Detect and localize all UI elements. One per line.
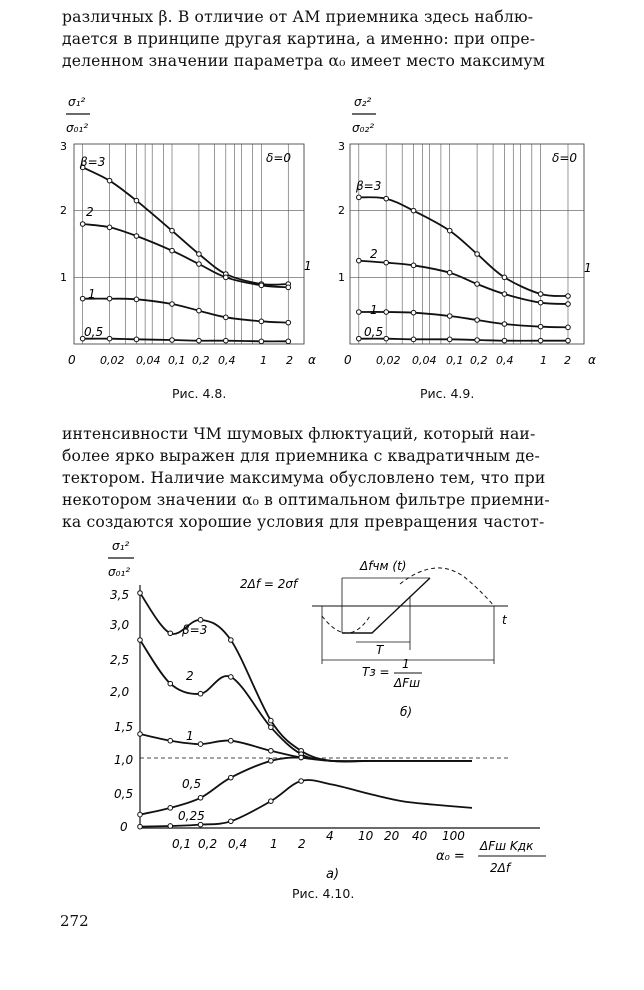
data-point xyxy=(566,302,571,307)
data-point xyxy=(198,618,203,623)
data-point xyxy=(134,234,139,239)
inset-fcm-label: Δfчм (t) xyxy=(360,559,407,573)
curve-series-1 xyxy=(359,261,568,304)
data-point xyxy=(168,631,173,636)
data-point xyxy=(475,338,480,343)
curve-label-beta3: β=3 xyxy=(80,155,106,169)
right-label: 1 xyxy=(304,259,312,273)
grid-verticals xyxy=(359,144,584,344)
data-point xyxy=(538,292,543,297)
data-point xyxy=(259,339,264,344)
y-label-num: σ₂² xyxy=(354,95,372,109)
data-point xyxy=(170,228,175,233)
data-point xyxy=(134,198,139,203)
data-point xyxy=(566,338,571,343)
text-line: более ярко выражен для приемника с квадратичным де- xyxy=(62,447,540,465)
curve-series-2 xyxy=(359,312,568,327)
data-point xyxy=(138,732,143,737)
y-tick: 1,5 xyxy=(114,720,134,734)
curve-label-beta1: 1 xyxy=(88,287,96,301)
x-tick: 0,1 xyxy=(172,837,192,851)
data-point xyxy=(299,779,304,784)
data-point xyxy=(197,262,202,267)
data-point xyxy=(269,748,274,753)
x-axis-label: α xyxy=(308,353,316,367)
data-point xyxy=(269,759,274,764)
data-point xyxy=(134,297,139,302)
text-line: ка создаются хорошие условия для превращения частот- xyxy=(62,513,545,531)
inset-amp-label: 2Δf = 2σf xyxy=(240,577,298,591)
curve-label-beta1: 1 xyxy=(186,729,194,743)
x-tick: 0,02 xyxy=(100,354,125,367)
curve-label-beta3: β=3 xyxy=(182,623,208,637)
x-tick: 0,1 xyxy=(446,354,464,367)
data-point xyxy=(502,292,507,297)
grid-horizontals xyxy=(74,211,304,278)
data-point xyxy=(229,638,234,643)
data-point xyxy=(198,822,203,827)
text-line: некотором значении α₀ в оптимальном фильтре приемни- xyxy=(62,491,550,509)
x-tick: 0,04 xyxy=(412,354,437,367)
data-point xyxy=(475,252,480,257)
x-tick: 1 xyxy=(270,837,278,851)
figure-4-10 xyxy=(100,530,580,910)
inset-diagram xyxy=(240,559,508,719)
curve-label-beta05: 0,5 xyxy=(84,325,104,339)
data-point xyxy=(269,799,274,804)
text-line: тектором. Наличие максимума обусловлено тем, что при xyxy=(62,469,546,487)
y-label-num: σ₁² xyxy=(68,95,86,109)
x-ticks xyxy=(172,829,465,851)
data-point xyxy=(197,252,202,257)
x-formula-lhs: α₀ = xyxy=(436,849,465,864)
data-point xyxy=(286,339,291,344)
curve-label-beta05: 0,5 xyxy=(364,325,384,339)
curve-label-beta1: 1 xyxy=(370,303,378,317)
x-formula-num: ΔFш Kдк xyxy=(480,839,534,853)
text-line: различных β. В отличие от АМ приемника здесь наблю- xyxy=(62,8,534,26)
x-tick: 2 xyxy=(564,354,571,367)
data-point xyxy=(229,819,234,824)
data-point xyxy=(138,591,143,596)
x-tick: 10 xyxy=(358,829,374,843)
inset-Ts-den: ΔFш xyxy=(394,676,421,690)
x-tick: 1 xyxy=(260,354,267,367)
plot-frame xyxy=(74,144,304,344)
y-tick: 1,0 xyxy=(114,753,134,767)
x-tick: 20 xyxy=(384,829,400,843)
inset-T-label: T xyxy=(376,643,384,657)
data-point xyxy=(170,338,175,343)
data-point xyxy=(411,337,416,342)
data-point xyxy=(170,302,175,307)
data-point xyxy=(475,282,480,287)
x-tick: 1 xyxy=(540,354,547,367)
inset-Ts-num: 1 xyxy=(402,657,410,671)
caption-fig-4-9: Рис. 4.9. xyxy=(420,386,475,401)
data-point xyxy=(411,310,416,315)
figure-4-8 xyxy=(50,84,330,384)
y-label-den: σ₀₁² xyxy=(66,121,89,135)
text-line: деленном значении параметра α₀ имеет место максимум xyxy=(62,52,546,70)
data-point xyxy=(168,738,173,743)
data-point xyxy=(168,806,173,811)
y-ticks xyxy=(110,588,133,834)
data-point xyxy=(357,336,362,341)
y-tick: 3,5 xyxy=(110,588,130,602)
curve-label-beta05: 0,5 xyxy=(182,777,202,791)
data-point xyxy=(269,725,274,730)
data-point xyxy=(384,260,389,265)
grid xyxy=(74,144,304,344)
data-point xyxy=(411,208,416,213)
data-point xyxy=(107,296,112,301)
inset-t-label: t xyxy=(502,613,507,627)
x-formula-den: 2Δf xyxy=(490,861,511,875)
paragraph-top xyxy=(62,6,602,72)
x-tick: 0,2 xyxy=(470,354,488,367)
data-point xyxy=(80,296,85,301)
data-point xyxy=(198,691,203,696)
subfigure-label-b: б) xyxy=(400,705,413,719)
curve-series-1 xyxy=(83,224,289,287)
data-point xyxy=(447,228,452,233)
data-point xyxy=(138,638,143,643)
y-tick: 2,0 xyxy=(110,685,130,699)
data-point xyxy=(286,320,291,325)
x-tick: 0,2 xyxy=(198,837,218,851)
data-point xyxy=(357,258,362,263)
data-point xyxy=(286,285,291,290)
figure-4-9 xyxy=(330,84,610,384)
data-point xyxy=(384,336,389,341)
x-tick: 4 xyxy=(326,829,334,843)
curve-series-3 xyxy=(359,339,568,341)
y-tick: 3,0 xyxy=(110,618,130,632)
page-number: 272 xyxy=(60,912,89,930)
y-tick: 1 xyxy=(338,271,345,284)
y-tick: 2 xyxy=(338,204,345,217)
x-tick: 0,04 xyxy=(136,354,161,367)
data-point xyxy=(170,248,175,253)
x-tick: 0,4 xyxy=(228,837,248,851)
y-tick: 2,5 xyxy=(110,653,130,667)
data-point xyxy=(107,336,112,341)
delta-label: δ=0 xyxy=(552,151,578,165)
x-tick: 2 xyxy=(286,354,293,367)
curve-label-beta2: 2 xyxy=(186,669,194,683)
curve-series-0 xyxy=(83,167,289,284)
x-tick: 0,4 xyxy=(218,354,236,367)
data-point xyxy=(224,275,229,280)
delta-label: δ=0 xyxy=(266,151,292,165)
curve-series-0 xyxy=(359,197,568,296)
data-point xyxy=(224,338,229,343)
data-point xyxy=(138,824,143,829)
text-line: дается в принципе другая картина, а именно: при опре- xyxy=(62,30,536,48)
curve-series-3 xyxy=(83,339,289,342)
data-point xyxy=(229,675,234,680)
data-point xyxy=(384,196,389,201)
y-tick: 0 xyxy=(68,353,76,367)
paragraph-middle xyxy=(62,423,602,533)
curve-label-beta2: 2 xyxy=(370,247,378,261)
data-point xyxy=(447,270,452,275)
curve-series-2 xyxy=(83,299,289,323)
data-point xyxy=(384,310,389,315)
curve-label-beta2: 2 xyxy=(86,205,94,219)
data-point xyxy=(198,795,203,800)
data-point xyxy=(198,742,203,747)
x-tick: 0,2 xyxy=(192,354,210,367)
data-point xyxy=(299,755,304,760)
data-point xyxy=(566,325,571,330)
curves xyxy=(80,165,290,344)
caption-fig-4-10: Рис. 4.10. xyxy=(292,886,355,901)
data-point xyxy=(502,275,507,280)
y-tick: 2 xyxy=(60,204,67,217)
data-point xyxy=(357,195,362,200)
data-point xyxy=(357,310,362,315)
data-point xyxy=(80,222,85,227)
data-point xyxy=(107,178,112,183)
data-point xyxy=(538,300,543,305)
y-tick: 3 xyxy=(60,140,67,153)
inset-Ts-lhs: Tз = xyxy=(362,665,390,679)
curve-label-beta3: β=3 xyxy=(356,179,382,193)
curve-label-beta025: 0,25 xyxy=(178,809,205,823)
data-point xyxy=(538,324,543,329)
y-tick: 0 xyxy=(344,353,352,367)
y-tick: 1 xyxy=(60,271,67,284)
data-point xyxy=(447,314,452,319)
data-point xyxy=(107,225,112,230)
y-label-num: σ₁² xyxy=(112,539,130,553)
data-point xyxy=(566,294,571,299)
y-label-den: σ₀₂² xyxy=(352,121,375,135)
data-point xyxy=(447,337,452,342)
data-point xyxy=(229,738,234,743)
x-tick: 100 xyxy=(442,829,465,843)
data-point xyxy=(138,812,143,817)
y-tick: 0,5 xyxy=(114,787,134,801)
data-point xyxy=(269,718,274,723)
data-point xyxy=(538,338,543,343)
y-label-den: σ₀₁² xyxy=(108,565,131,579)
data-point xyxy=(475,318,480,323)
data-point xyxy=(229,775,234,780)
y-tick: 0 xyxy=(120,820,128,834)
right-label: 1 xyxy=(584,261,592,275)
data-point xyxy=(197,338,202,343)
data-point xyxy=(168,681,173,686)
text-line: интенсивности ЧМ шумовых флюктуаций, который наи- xyxy=(62,425,536,443)
data-point xyxy=(259,283,264,288)
x-tick: 0,4 xyxy=(496,354,514,367)
y-tick: 3 xyxy=(338,140,345,153)
x-tick: 40 xyxy=(412,829,428,843)
x-tick: 0,02 xyxy=(376,354,401,367)
x-axis-label: α xyxy=(588,353,596,367)
x-tick: 0,1 xyxy=(168,354,186,367)
data-point xyxy=(224,315,229,320)
data-point xyxy=(134,337,139,342)
subfigure-label-a: а) xyxy=(326,867,340,882)
x-tick: 2 xyxy=(298,837,306,851)
caption-fig-4-8: Рис. 4.8. xyxy=(172,386,227,401)
data-point xyxy=(168,824,173,829)
data-point xyxy=(197,308,202,313)
curves xyxy=(357,195,571,343)
grid-verticals xyxy=(83,144,304,344)
data-point xyxy=(411,263,416,268)
data-point xyxy=(259,319,264,324)
data-point xyxy=(502,338,507,343)
data-point xyxy=(502,322,507,327)
